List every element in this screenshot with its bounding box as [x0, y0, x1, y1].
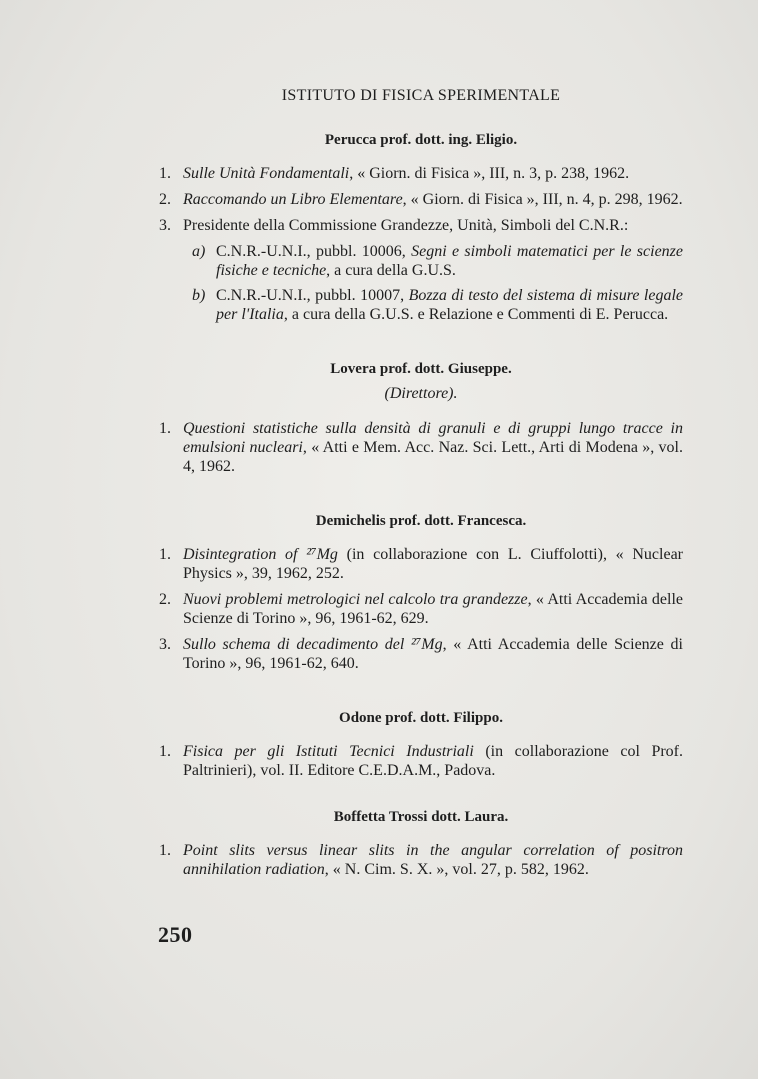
- author-section-demichelis: [159, 512, 683, 673]
- publication-details: , « Atti Accademia delle Scienze di Torino », 96, 1961-62, 629.: [183, 591, 684, 627]
- publication-item: [159, 590, 683, 628]
- publication-title: Point slits versus linear slits in the angular correlation of positron annihilation radiation: [183, 842, 683, 878]
- publication-title: Raccomando un Libro Elementare: [183, 191, 403, 208]
- item-number: 1.: [159, 842, 171, 859]
- item-number: 2.: [159, 591, 171, 608]
- publication-details: , « Giorn. di Fisica », III, n. 4, p. 298, 1962.: [402, 191, 683, 208]
- publication-title: Questioni statistiche sulla densità di granuli e di gruppi lungo tracce in emulsioni nucleari: [183, 420, 683, 456]
- publication-details: , a cura della G.U.S.: [326, 262, 456, 279]
- publication-details: (in collaborazione col Prof. Paltrinieri), vol. II. Editore C.E.D.A.M., Padova.: [183, 743, 683, 779]
- item-number: 3.: [159, 217, 171, 234]
- author-section-boffetta: [159, 808, 683, 879]
- item-number: 1.: [159, 546, 171, 563]
- item-number: 1.: [159, 420, 171, 437]
- publication-details: , a cura della G.U.S. e Relazione e Commenti di E. Perucca.: [283, 306, 669, 323]
- publication-details: , « N. Cim. S. X. », vol. 27, p. 582, 1962.: [324, 861, 589, 878]
- publication-title: Segni e simboli matematici per le scienze fisiche e tecniche: [216, 243, 683, 279]
- item-number: 1.: [159, 165, 171, 182]
- publication-title: Sulle Unità Fondamentali: [183, 165, 350, 182]
- publication-item: [159, 216, 683, 235]
- author-name: Perucca prof. dott. ing. Eligio.: [324, 132, 518, 148]
- publication-title: Fisica per gli Istituti Tecnici Industriali: [183, 743, 474, 760]
- author-name: Odone prof. dott. Filippo.: [339, 710, 503, 726]
- author-section-perucca: [159, 131, 683, 324]
- publication-details: , « Giorn. di Fisica », III, n. 3, p. 238, 1962.: [349, 165, 630, 182]
- publication-item: [159, 190, 683, 209]
- author-name: Boffetta Trossi dott. Laura.: [333, 809, 509, 825]
- publication-item: [159, 164, 683, 183]
- author-name: Lovera prof. dott. Giuseppe.: [330, 361, 512, 377]
- publication-title: Disintegration of ²⁷Mg: [183, 546, 338, 563]
- item-number: 3.: [159, 636, 171, 653]
- author-section-lovera: [159, 360, 683, 476]
- publication-subitem: [159, 242, 683, 280]
- publication-title: Nuovi problemi metrologici nel calcolo tra grandezze: [183, 591, 528, 608]
- publication-details: (in collaborazione con L. Ciuffolotti), « Nuclear Physics », 39, 1962, 252.: [183, 546, 684, 582]
- subitem-prefix: C.N.R.-U.N.I., pubbl. 10007,: [216, 287, 409, 304]
- subitem-prefix: C.N.R.-U.N.I., pubbl. 10006,: [216, 243, 412, 260]
- author-role: (Direttore).: [384, 385, 458, 402]
- publication-item: [159, 545, 683, 583]
- publication-item: [159, 742, 683, 780]
- item-number: 1.: [159, 743, 171, 760]
- subitem-letter: b): [192, 287, 206, 304]
- publication-details: , « Atti e Mem. Acc. Naz. Sci. Lett., Arti di Modena », vol. 4, 1962.: [183, 439, 684, 475]
- page-number: 250: [158, 922, 193, 947]
- item-number: 2.: [159, 191, 171, 208]
- publication-item: [159, 635, 683, 673]
- subitem-letter: a): [192, 243, 206, 260]
- author-name: Demichelis prof. dott. Francesca.: [315, 513, 527, 529]
- page-content: [159, 86, 683, 915]
- publication-title: Bozza di testo del sistema di misure legale per l'Italia: [216, 287, 684, 323]
- publication-item: [159, 841, 683, 879]
- institute-title: ISTITUTO DI FISICA SPERIMENTALE: [281, 87, 561, 104]
- publication-title: Sullo schema di decadimento del ²⁷Mg: [183, 636, 443, 653]
- publication-details: , « Atti Accademia delle Scienze di Torino », 96, 1961-62, 640.: [183, 636, 683, 672]
- publication-item: [159, 419, 683, 476]
- author-section-odone: [159, 709, 683, 780]
- publication-subitem: [159, 286, 683, 324]
- item-text: Presidente della Commissione Grandezze, Unità, Simboli del C.N.R.:: [183, 217, 629, 234]
